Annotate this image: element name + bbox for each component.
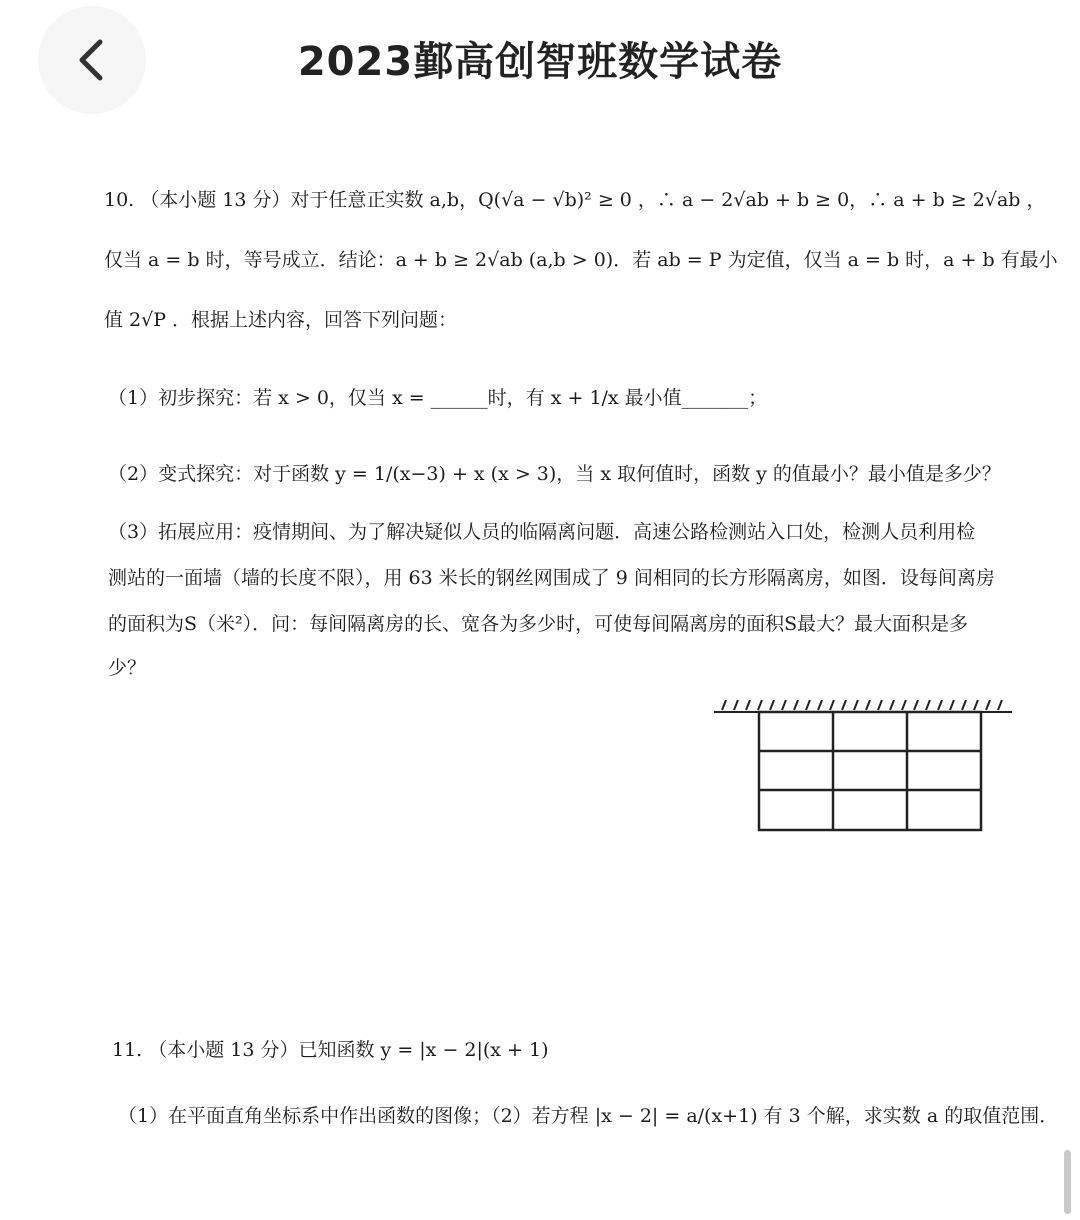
q10-part3-line4: 少？	[108, 657, 147, 679]
q10-line3: 值 2√P ．根据上述内容，回答下列问题：	[104, 309, 458, 331]
isolation-rooms-figure	[712, 695, 1032, 835]
q10-line2: 仅当 a = b 时，等号成立．结论：a + b ≥ 2√ab (a,b > 0)．若 ab = P 为定值，仅当 a = b 时，a + b 有最小	[104, 249, 1058, 271]
q11-line2: （1）在平面直角坐标系中作出函数的图像；（2）若方程 |x − 2| = a/(x+1) 有 3 个解，求实数 a 的取值范围．	[118, 1105, 1059, 1127]
wall-hatching	[714, 700, 1012, 712]
q10-part3-line2: 测站的一面墙（墙的长度不限），用 63 米长的钢丝网围成了 9 间相同的长方形隔离房，如图．设每间离房	[108, 567, 995, 589]
q10-part3-line3: 的面积为S（米²）．问：每间隔离房的长、宽各为多少时，可使每间隔离房的面积S最大？最大面积是多	[108, 613, 969, 635]
scrollbar[interactable]	[1064, 1150, 1071, 1214]
q10-part2: （2）变式探究：对于函数 y = 1/(x−3) + x (x > 3)，当 x 取何值时，函数 y 的值最小？最小值是多少？	[108, 463, 1001, 485]
header-bar	[0, 0, 1080, 120]
q11-line1: 11. （本小题 13 分）已知函数 y = |x − 2|(x + 1)	[112, 1039, 549, 1061]
page-title: 2023鄞高创智班数学试卷	[297, 39, 783, 85]
room-grid	[759, 712, 981, 830]
q10-part1: （1）初步探究：若 x > 0，仅当 x = ______时，有 x + 1/x 最小值_______；	[108, 387, 768, 409]
q10-part3-line1: （3）拓展应用：疫情期间、为了解决疑似人员的临隔离问题．高速公路检测站入口处，检测人员利用检	[108, 521, 976, 543]
q10-line1: 10. （本小题 13 分）对于任意正实数 a,b，Q(√a − √b)² ≥ 0 ，∴ a − 2√ab + b ≥ 0，∴ a + b ≥ 2√ab ，	[104, 189, 1046, 211]
exam-document	[0, 120, 1080, 1220]
